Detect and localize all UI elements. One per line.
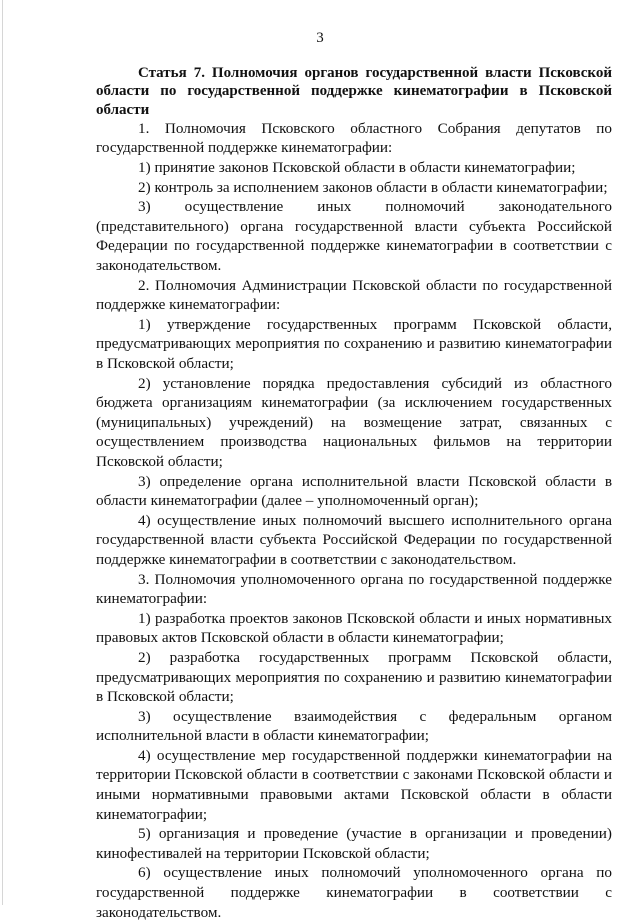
paragraph: 2) установление порядка предоставления субсидий из областного бюджета организациям кинематографии (за исключением государственных (муниципальных) учреждений) на возмещение затрат, связанных с осуществлением производства национальных фильмов на территории Псковской области;	[96, 374, 612, 470]
paragraph: 2. Полномочия Администрации Псковской области по государственной поддержке кинематографии:	[96, 276, 612, 314]
paragraph: 4) осуществление иных полномочий высшего исполнительного органа государственной власти субъекта Российской Федерации по государственной поддержке кинематографии в соответствии с законодательством.	[96, 511, 612, 568]
paragraph: 3. Полномочия уполномоченного органа по государственной поддержке кинематографии:	[96, 570, 612, 608]
paragraph: 3) осуществление иных полномочий законодательного (представительного) органа государственной власти субъекта Российской Федерации по государственной поддержке кинематографии в соответствии с законодательством.	[96, 198, 612, 275]
paragraph: 6) осуществление иных полномочий уполномоченного органа по государственной поддержке кинематографии в соответствии с законодательством.	[96, 864, 612, 921]
page-number: 3	[316, 30, 324, 46]
paragraph: 1) разработка проектов законов Псковской области и иных нормативных правовых актов Псковской области в области кинематографии;	[96, 609, 612, 647]
paragraph: 3) определение органа исполнительной власти Псковской области в области кинематографии (далее – уполномоченный орган);	[96, 472, 612, 510]
paragraph: 3) осуществление взаимодействия с федеральным органом исполнительной власти в области кинематографии;	[96, 707, 612, 745]
paragraph: 1) утверждение государственных программ Псковской области, предусматривающих мероприятия по сохранению и развитию кинематографии в Псковской области;	[96, 315, 612, 373]
paragraph: 1. Полномочия Псковского областного Собрания депутатов по государственной поддержке кинематографии:	[96, 119, 612, 157]
paragraph: 2) контроль за исполнением законов области в области кинематографии;	[138, 178, 608, 196]
paragraph: 4) осуществление мер государственной поддержки кинематографии на территории Псковской области в соответствии с законами Псковской области и иными нормативными правовыми актами Псковской области в области кинематографии;	[96, 746, 612, 823]
paragraph: 5) организация и проведение (участие в организации и проведении) кинофестивалей на территории Псковской области;	[96, 825, 612, 862]
article-title: Статья 7. Полномочия органов государственной власти Псковской области по государственной поддержке кинематографии в Псковской области	[96, 65, 612, 118]
document-body	[96, 64, 612, 922]
paragraph: 2) разработка государственных программ Псковской области, предусматривающих мероприятия по сохранению и развитию кинематографии в Псковской области;	[96, 648, 612, 706]
page-edge	[2, 0, 3, 905]
paragraph: 1) принятие законов Псковской области в области кинематографии;	[138, 159, 576, 177]
